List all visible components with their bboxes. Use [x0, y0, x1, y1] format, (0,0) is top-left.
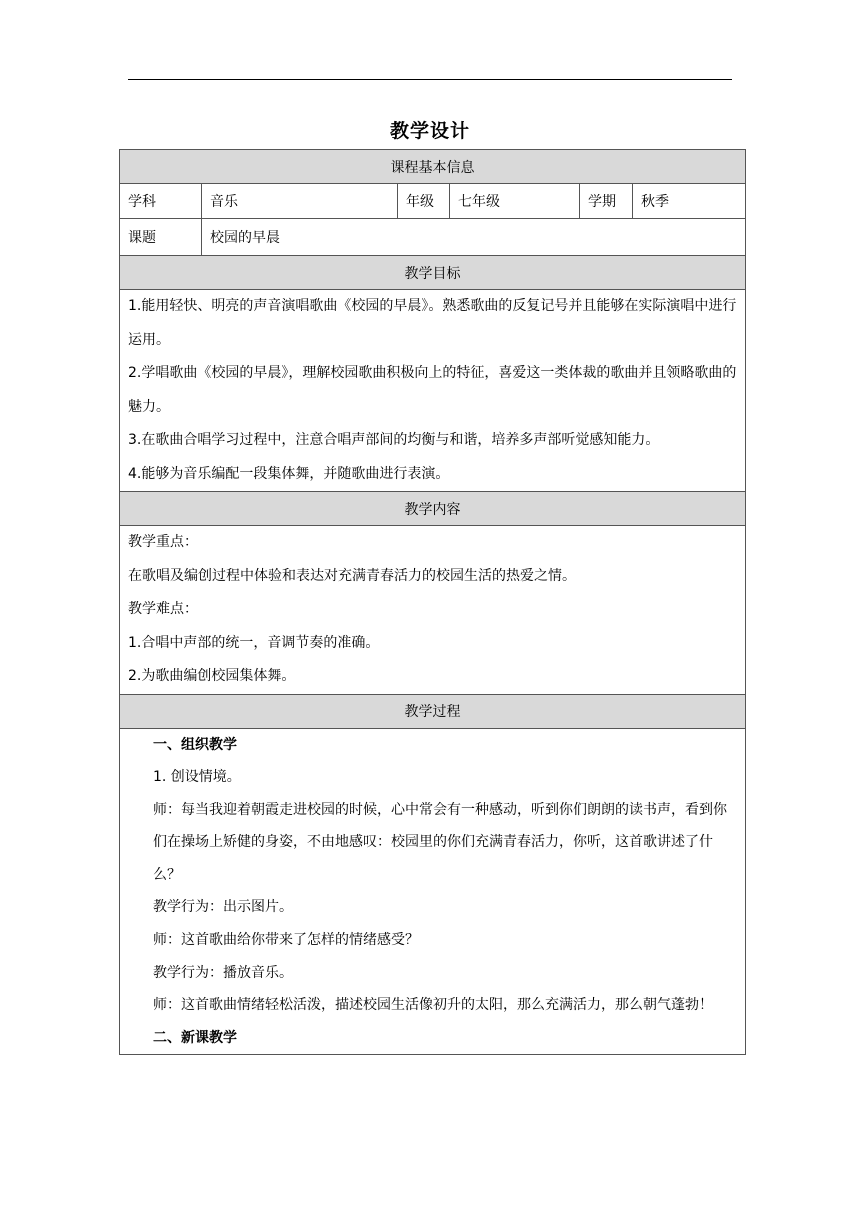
process-step: 1. 创设情境。: [153, 769, 241, 786]
process-heading: 一、组织教学: [153, 736, 237, 753]
objective-item: 2.学唱歌曲《校园的早晨》，理解校园歌曲积极向上的特征，喜爱这一类体裁的歌曲并且领略歌曲的魅力。: [128, 365, 737, 415]
objective-item: 1.能用轻快、明亮的声音演唱歌曲《校园的早晨》。熟悉歌曲的反复记号并且能够在实际演唱中进行运用。: [128, 298, 737, 348]
document-title: 教学设计: [389, 120, 470, 142]
difficulty-item: 2.为歌曲编创校园集体舞。: [128, 668, 296, 684]
term-label: 学期: [580, 184, 633, 219]
topic-value: 校园的早晨: [202, 219, 746, 256]
process-line: 教学行为：出示图片。: [153, 899, 293, 916]
term-value: 秋季: [633, 184, 746, 219]
process-cell: [120, 728, 746, 1055]
key-point-label: 教学重点：: [128, 534, 198, 550]
grade-label: 年级: [398, 184, 450, 219]
subject-label: 学科: [120, 184, 202, 219]
objectives-cell: [120, 290, 746, 492]
section-objectives: 教学目标: [120, 256, 746, 290]
process-line: 师：每当我迎着朝霞走进校园的时候，心中常会有一种感动，听到你们朗朗的读书声，看到你们在操场上矫健的身姿，不由地感叹：校园里的你们充满青春活力，你听，这首歌讲述了什么？: [153, 801, 727, 883]
objective-item: 4.能够为音乐编配一段集体舞，并随歌曲进行表演。: [128, 465, 450, 482]
subject-value: 音乐: [202, 184, 398, 219]
difficulty-item: 1.合唱中声部的统一，音调节奏的准确。: [128, 634, 380, 651]
grade-value: 七年级: [450, 184, 580, 219]
process-line: 师：这首歌曲情绪轻松活泼，描述校园生活像初升的太阳，那么充满活力，那么朝气蓬勃！: [153, 997, 713, 1014]
objective-item: 3.在歌曲合唱学习过程中，注意合唱声部间的均衡与和谐，培养多声部听觉感知能力。: [128, 432, 660, 448]
process-line: 师：这首歌曲给你带来了怎样的情绪感受？: [153, 932, 419, 949]
section-content: 教学内容: [120, 492, 746, 526]
key-point-text: 在歌唱及编创过程中体验和表达对充满青春活力的校园生活的热爱之情。: [128, 567, 576, 584]
content-cell: [120, 526, 746, 695]
section-process: 教学过程: [120, 694, 746, 728]
process-line: 教学行为：播放音乐。: [153, 964, 293, 981]
section-basic-info: 课程基本信息: [120, 150, 746, 184]
process-heading: 二、新课教学: [153, 1029, 237, 1046]
lesson-plan-table: [119, 149, 746, 1055]
difficulty-label: 教学难点：: [128, 601, 198, 617]
topic-label: 课题: [120, 219, 202, 256]
header-rule: [128, 79, 732, 80]
